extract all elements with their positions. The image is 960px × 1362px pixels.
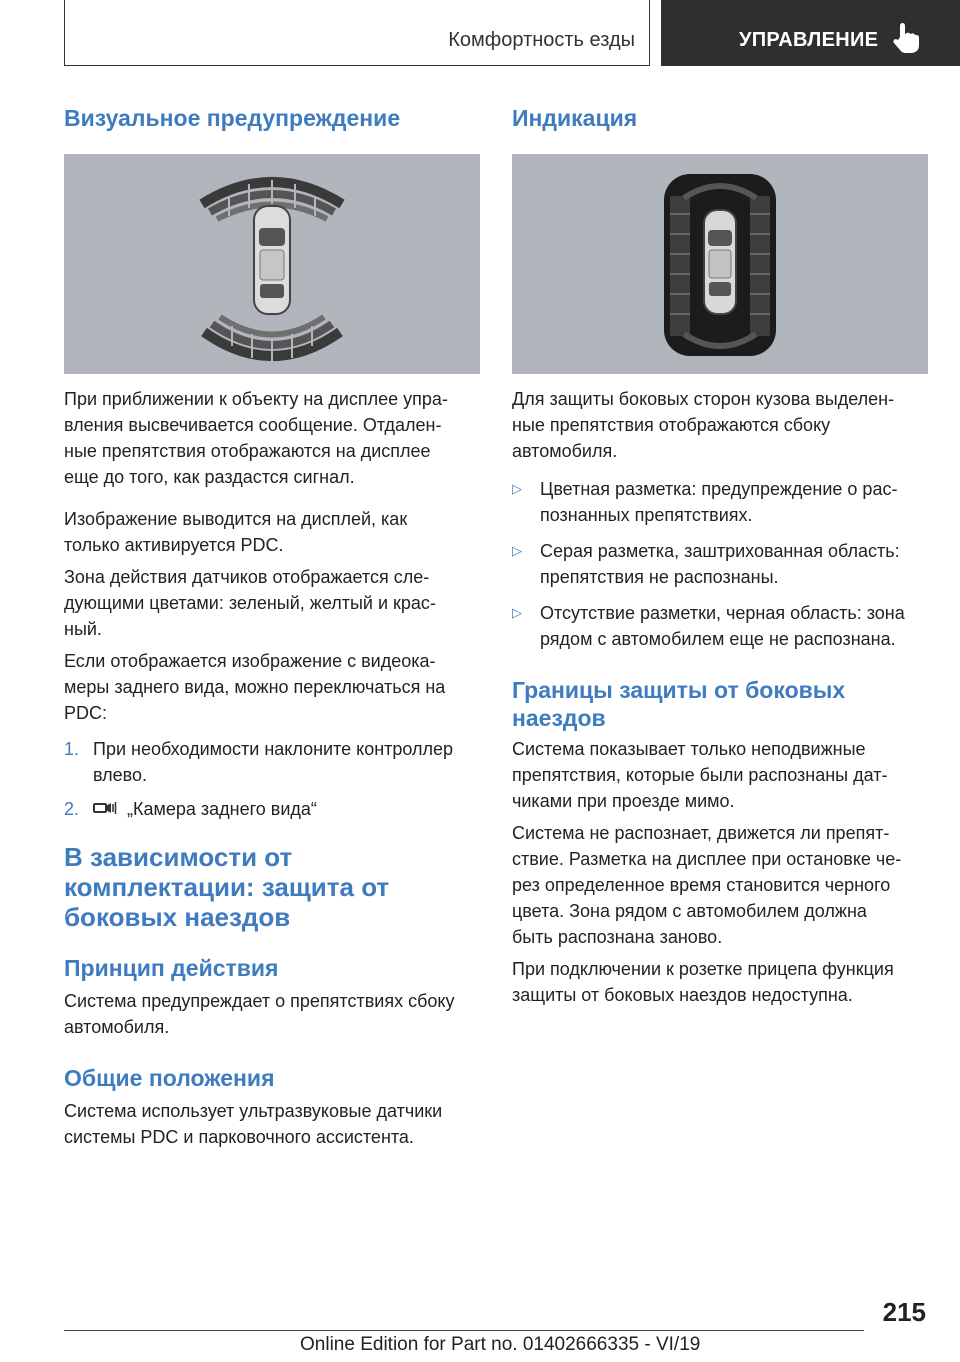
step-number: 1. [64,739,80,759]
header-chapter-title: УПРАВЛЕНИЕ [739,29,879,51]
text-general [64,1098,480,1150]
line: Отсутствие разметки, черная область: зона [540,603,905,623]
pdc-warning-illustration [64,154,480,374]
line: дующими цветами: зеленый, желтый и крас- [64,593,436,613]
line: препятствия, которые были распознаны дат- [512,765,888,785]
triangle-bullet-icon: ▷ [512,481,522,496]
page-number: 215 [882,1297,926,1327]
header-section-title: Комфортность езды [448,29,635,51]
line: рез определенное время становится черного [512,875,891,895]
side-protection-illustration [512,154,928,374]
line: Изображение выводится на дисплей, как [64,509,408,529]
line: Границы защиты от боковых [512,677,846,703]
line: PDC: [64,703,108,723]
header-section-box [64,0,650,66]
line: Система предупреждает о препятствиях сбоку [64,991,455,1011]
line: меры заднего вида, можно переключаться на [64,677,446,697]
text-limits-3 [512,956,928,1008]
step-item [64,796,480,822]
text-visual-2 [64,506,480,558]
step-item [64,736,480,788]
text-indication [512,386,928,464]
step-number: 2. [64,799,80,819]
line: При необходимости наклоните контроллер [93,739,454,759]
line: автомобиля. [64,1017,170,1037]
list-item [512,600,928,652]
text-visual-1 [64,386,480,490]
right-column [512,100,928,1008]
triangle-bullet-icon: ▷ [512,543,522,558]
text-limits-1 [512,736,928,814]
line: препятствия не распознаны. [540,567,779,587]
line: Зона действия датчиков отображается сле- [64,567,430,587]
line: чиками при проезде мимо. [512,791,735,811]
heading-side-protection [64,842,480,932]
triangle-bullet-icon: ▷ [512,605,522,620]
heading-indication: Индикация [512,105,638,131]
line: системы PDC и парковочного ассистента. [64,1127,414,1147]
side-protection-figure [512,154,928,374]
text-principle [64,988,480,1040]
edition-text: Online Edition for Part no. 01402666335 - VI/19 [300,1334,701,1355]
line: ные препятствия отображаются на дисплее [64,441,431,461]
line: только активируется PDC. [64,535,284,555]
line: защиты от боковых наездов недоступна. [512,985,853,1005]
line: быть распознана заново. [512,927,723,947]
pdc-warning-figure [64,154,480,374]
line: боковых наездов [64,902,291,932]
line: рядом с автомобилем еще не распознана. [540,629,896,649]
heading-visual-warning: Визуальное предупреждение [64,105,401,131]
text-limits-2 [512,820,928,950]
line: познанных препятствиях. [540,505,753,525]
line: Серая разметка, заштрихованная область: [540,541,900,561]
steps-list [64,736,480,822]
line: ствие. Разметка на дисплее при остановке че- [512,849,902,869]
list-item [512,538,928,590]
rear-camera-icon [93,798,117,818]
line: Система использует ультразвуковые датчики [64,1101,443,1121]
line: ные препятствия отображаются сбоку [512,415,831,435]
line: наездов [512,705,606,731]
heading-limits [512,676,928,732]
line: Система не распознает, движется ли препят- [512,823,890,843]
hand-pointer-icon [891,22,921,54]
text-visual-4 [64,648,480,726]
line: При подключении к розетке прицепа функция [512,959,894,979]
line: автомобиля. [512,441,618,461]
list-item [512,476,928,528]
line: В зависимости от [64,842,293,872]
line: цвета. Зона рядом с автомобилем должна [512,901,867,921]
line: ный. [64,619,102,639]
line: Для защиты боковых сторон кузова выделен- [512,389,895,409]
left-column [64,100,480,1150]
heading-principle: Принцип действия [64,955,279,981]
heading-general: Общие положения [64,1065,275,1091]
marking-list [512,476,928,652]
line: Если отображается изображение с видеока- [64,651,436,671]
line: комплектации: защита от [64,872,390,902]
text-visual-3 [64,564,480,642]
line: При приближении к объекту на дисплее упра- [64,389,448,409]
line: Цветная разметка: предупреждение о рас- [540,479,898,499]
header-chapter-box [661,0,960,66]
line: Система показывает только неподвижные [512,739,866,759]
line: вления высвечивается сообщение. Отдален- [64,415,442,435]
footer-divider [64,1330,864,1331]
line: еще до того, как раздастся сигнал. [64,467,355,487]
line: „Камера заднего вида“ [127,799,317,819]
line: влево. [93,765,148,785]
